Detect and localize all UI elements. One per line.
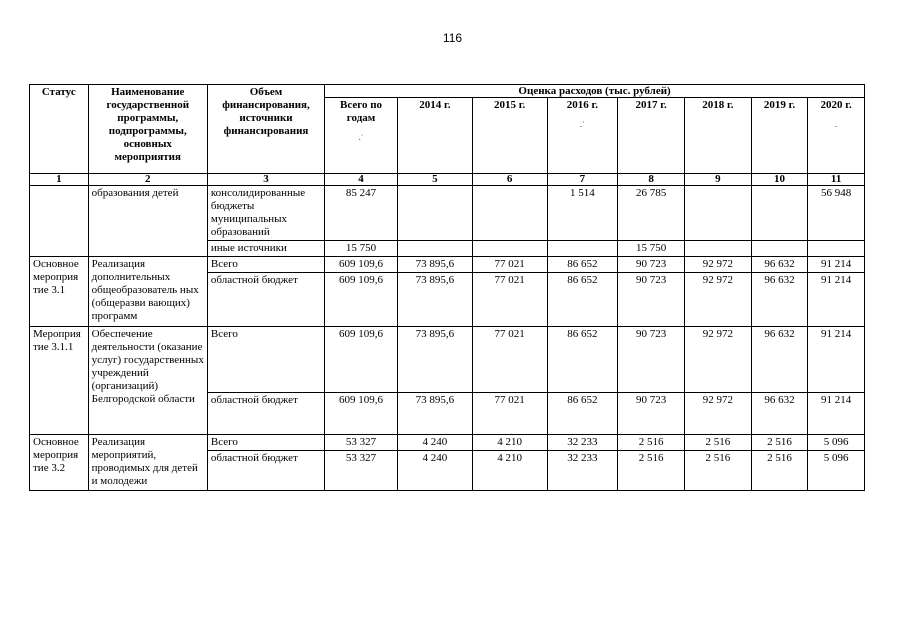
header-row xyxy=(30,85,865,98)
budget-table xyxy=(29,84,865,491)
table-row xyxy=(30,435,865,451)
table-row xyxy=(30,257,865,273)
value-cell: 90 723 xyxy=(618,273,685,327)
value-cell: 90 723 xyxy=(618,393,685,435)
header-year-label: 2020 г. xyxy=(820,99,852,111)
value-cell: 2 516 xyxy=(751,435,808,451)
column-number: 8 xyxy=(618,174,685,186)
value-cell: 90 723 xyxy=(618,257,685,273)
program-name-cell: Обеспечение деятельности (оказание услуг) государственных учреждений (организаций) Белгородской области xyxy=(88,327,207,435)
header-total xyxy=(325,98,398,174)
header-year: 2014 г. xyxy=(397,98,472,174)
funding-source-cell: областной бюджет xyxy=(207,393,324,435)
value-cell: 92 972 xyxy=(684,273,751,327)
column-number: 7 xyxy=(547,174,618,186)
column-number: 5 xyxy=(397,174,472,186)
value-cell: 2 516 xyxy=(618,435,685,451)
column-number: 1 xyxy=(30,174,89,186)
value-cell: 77 021 xyxy=(472,273,547,327)
status-cell xyxy=(30,186,89,257)
value-cell: 73 895,6 xyxy=(397,273,472,327)
value-cell xyxy=(684,186,751,241)
value-cell: 609 109,6 xyxy=(325,393,398,435)
value-cell: 96 632 xyxy=(751,273,808,327)
value-cell: 609 109,6 xyxy=(325,327,398,393)
value-cell xyxy=(751,241,808,257)
value-cell: 85 247 xyxy=(325,186,398,241)
value-cell xyxy=(684,241,751,257)
column-number: 9 xyxy=(684,174,751,186)
value-cell xyxy=(397,186,472,241)
value-cell: 73 895,6 xyxy=(397,393,472,435)
column-number: 2 xyxy=(88,174,207,186)
header-year: 2017 г. xyxy=(618,98,685,174)
funding-source-cell: иные источники xyxy=(207,241,324,257)
value-cell: 86 652 xyxy=(547,257,618,273)
program-name-cell: образования детей xyxy=(88,186,207,257)
value-cell: 2 516 xyxy=(618,451,685,491)
header-expense-estimate: Оценка расходов (тыс. рублей) xyxy=(325,85,865,98)
value-cell: 86 652 xyxy=(547,273,618,327)
value-cell xyxy=(751,186,808,241)
funding-source-cell: Всего xyxy=(207,327,324,393)
funding-source-cell: областной бюджет xyxy=(207,451,324,491)
header-program-name: Наименование государственной программы, подпрограммы, основных мероприятия xyxy=(88,85,207,174)
funding-source-cell: Всего xyxy=(207,257,324,273)
value-cell: 86 652 xyxy=(547,327,618,393)
program-name-cell: Реализация дополнительных общеобразователь ных (общеразви вающих) программ xyxy=(88,257,207,327)
value-cell: 77 021 xyxy=(472,257,547,273)
value-cell: 73 895,6 xyxy=(397,327,472,393)
value-cell: 90 723 xyxy=(618,327,685,393)
column-number: 3 xyxy=(207,174,324,186)
value-cell: 73 895,6 xyxy=(397,257,472,273)
value-cell: 96 632 xyxy=(751,393,808,435)
value-cell: 5 096 xyxy=(808,435,865,451)
value-cell xyxy=(397,241,472,257)
funding-source-cell: областной бюджет xyxy=(207,273,324,327)
value-cell: 609 109,6 xyxy=(325,273,398,327)
program-name-cell: Реализация мероприятий, проводимых для детей и молодежи xyxy=(88,435,207,491)
value-cell: 32 233 xyxy=(547,435,618,451)
value-cell: 26 785 xyxy=(618,186,685,241)
value-cell: 77 021 xyxy=(472,327,547,393)
value-cell: 15 750 xyxy=(325,241,398,257)
value-cell: 2 516 xyxy=(684,435,751,451)
value-cell: 86 652 xyxy=(547,393,618,435)
header-year: 2015 г. xyxy=(472,98,547,174)
value-cell: 1 514 xyxy=(547,186,618,241)
value-cell: 53 327 xyxy=(325,451,398,491)
value-cell: 15 750 xyxy=(618,241,685,257)
value-cell: 4 210 xyxy=(472,451,547,491)
value-cell: 2 516 xyxy=(684,451,751,491)
column-number: 10 xyxy=(751,174,808,186)
header-year-mark: . xyxy=(835,120,838,129)
value-cell: 92 972 xyxy=(684,257,751,273)
value-cell xyxy=(808,241,865,257)
value-cell: 4 240 xyxy=(397,451,472,491)
value-cell xyxy=(547,241,618,257)
value-cell: 2 516 xyxy=(751,451,808,491)
header-total-mark: .˙ xyxy=(358,133,364,142)
value-cell: 92 972 xyxy=(684,393,751,435)
value-cell: 91 214 xyxy=(808,257,865,273)
header-year-mark: .˙ xyxy=(580,120,585,129)
value-cell: 91 214 xyxy=(808,393,865,435)
header-year xyxy=(547,98,618,174)
value-cell: 5 096 xyxy=(808,451,865,491)
header-total-label: Всего по годам xyxy=(340,99,383,124)
value-cell: 96 632 xyxy=(751,327,808,393)
value-cell: 53 327 xyxy=(325,435,398,451)
value-cell: 609 109,6 xyxy=(325,257,398,273)
value-cell: 91 214 xyxy=(808,327,865,393)
value-cell: 92 972 xyxy=(684,327,751,393)
funding-source-cell: Всего xyxy=(207,435,324,451)
table-row xyxy=(30,327,865,393)
header-year: 2019 г. xyxy=(751,98,808,174)
value-cell xyxy=(472,186,547,241)
header-year: 2018 г. xyxy=(684,98,751,174)
column-number: 11 xyxy=(808,174,865,186)
status-cell: Мероприя тие 3.1.1 xyxy=(30,327,89,435)
value-cell: 91 214 xyxy=(808,273,865,327)
status-cell: Основное мероприя тие 3.1 xyxy=(30,257,89,327)
value-cell: 96 632 xyxy=(751,257,808,273)
value-cell: 4 240 xyxy=(397,435,472,451)
funding-source-cell: консолидированные бюджеты муниципальных образований xyxy=(207,186,324,241)
header-year xyxy=(808,98,865,174)
status-cell: Основное мероприя тие 3.2 xyxy=(30,435,89,491)
value-cell: 77 021 xyxy=(472,393,547,435)
page-number: 116 xyxy=(442,31,463,45)
column-number: 4 xyxy=(325,174,398,186)
header-funding-volume: Объем финансирования, источники финансирования xyxy=(207,85,324,174)
column-number: 6 xyxy=(472,174,547,186)
header-status: Статус xyxy=(30,85,89,174)
header-year-label: 2016 г. xyxy=(566,99,599,111)
column-numbers-row xyxy=(30,174,865,186)
value-cell: 4 210 xyxy=(472,435,547,451)
value-cell: 56 948 xyxy=(808,186,865,241)
table-row xyxy=(30,186,865,241)
value-cell xyxy=(472,241,547,257)
value-cell: 32 233 xyxy=(547,451,618,491)
